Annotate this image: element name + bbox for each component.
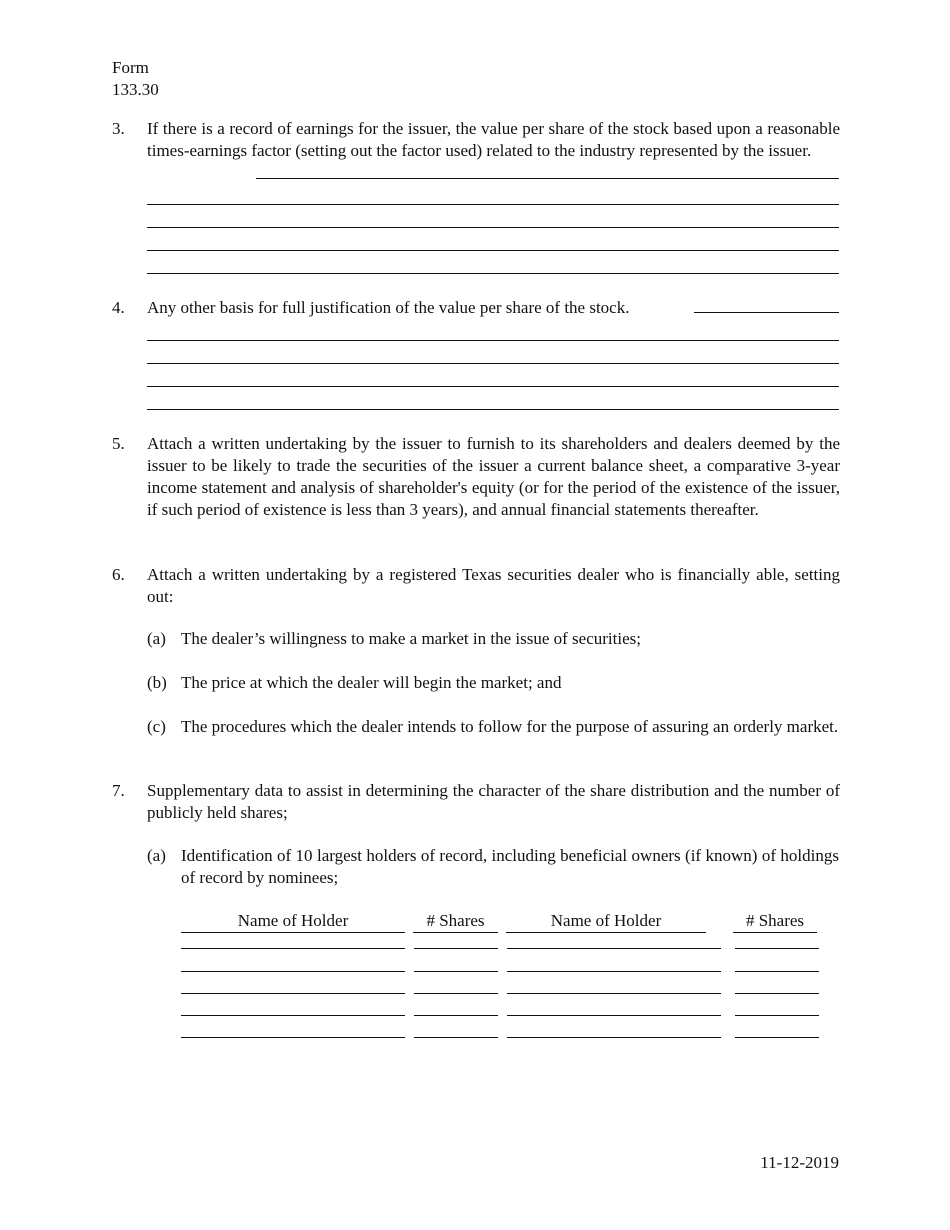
item-6 — [112, 564, 840, 610]
holder-name-field[interactable] — [181, 948, 405, 949]
item-4-text: Any other basis for full justification of the value per share of the stock. — [147, 298, 630, 317]
item-4-answer-line[interactable] — [147, 363, 839, 364]
holder-name-field[interactable] — [181, 971, 405, 972]
item-5 — [112, 433, 840, 545]
item-6c — [147, 716, 839, 762]
holders-header-shares-2: # Shares — [733, 910, 817, 933]
item-7a-text: Identification of 10 largest holders of record, including beneficial owners (if known) of holdings of record by nominees; — [181, 846, 839, 887]
item-6b — [147, 672, 839, 694]
form-label-text: Form — [112, 58, 149, 77]
item-3-answer-line[interactable] — [147, 273, 839, 274]
item-6b-letter: (b) — [147, 673, 167, 692]
holders-header-name-1: Name of Holder — [181, 910, 405, 933]
holder-shares-field[interactable] — [735, 948, 819, 949]
holder-shares-field[interactable] — [414, 993, 498, 994]
item-4-number: 4. — [112, 298, 125, 317]
item-6a-letter: (a) — [147, 629, 166, 648]
holder-shares-field[interactable] — [414, 948, 498, 949]
holder-name-field[interactable] — [507, 971, 721, 972]
holders-header-name-2: Name of Holder — [506, 910, 706, 933]
holder-name-field[interactable] — [507, 1015, 721, 1016]
holder-name-field[interactable] — [181, 1037, 405, 1038]
holder-shares-field[interactable] — [735, 1015, 819, 1016]
item-6b-text: The price at which the dealer will begin the market; and — [181, 673, 562, 692]
holder-shares-field[interactable] — [735, 993, 819, 994]
item-5-number: 5. — [112, 434, 125, 453]
item-4 — [112, 297, 840, 319]
item-6c-letter: (c) — [147, 717, 166, 736]
item-7-number: 7. — [112, 781, 125, 800]
item-4-answer-line[interactable] — [694, 312, 839, 313]
revision-date: 11-12-2019 — [760, 1153, 839, 1172]
holder-shares-field[interactable] — [735, 1037, 819, 1038]
item-6-number: 6. — [112, 565, 125, 584]
holder-name-field[interactable] — [507, 993, 721, 994]
holder-shares-field[interactable] — [414, 971, 498, 972]
item-7-text: Supplementary data to assist in determining the character of the share distribution and the number of publicly held shares; — [147, 781, 840, 822]
item-7a-letter: (a) — [147, 846, 166, 865]
holder-shares-field[interactable] — [414, 1037, 498, 1038]
item-7 — [112, 780, 840, 826]
item-3-answer-line[interactable] — [147, 250, 839, 251]
item-3-answer-line[interactable] — [147, 227, 839, 228]
holder-name-field[interactable] — [507, 1037, 721, 1038]
holder-name-field[interactable] — [181, 1015, 405, 1016]
item-4-answer-line[interactable] — [147, 340, 839, 341]
item-3-answer-line[interactable] — [256, 178, 839, 179]
form-number: 133.30 — [112, 80, 159, 99]
holder-shares-field[interactable] — [735, 971, 819, 972]
holder-shares-field[interactable] — [414, 1015, 498, 1016]
holder-name-field[interactable] — [507, 948, 721, 949]
item-6a — [147, 628, 839, 650]
item-6-text: Attach a written undertaking by a registered Texas securities dealer who is financially able, setting out: — [147, 565, 840, 606]
holders-header-shares-1: # Shares — [413, 910, 498, 933]
holder-name-field[interactable] — [181, 993, 405, 994]
item-4-answer-line[interactable] — [147, 386, 839, 387]
item-3-answer-line[interactable] — [147, 204, 839, 205]
item-3-text: If there is a record of earnings for the issuer, the value per share of the stock based upon a reasonable times-earnings factor (setting out the factor used) related to the industry represented by the issuer. — [147, 119, 840, 160]
item-7a — [147, 845, 839, 891]
item-6a-text: The dealer’s willingness to make a market in the issue of securities; — [181, 629, 641, 648]
item-3-number: 3. — [112, 119, 125, 138]
form-label — [112, 57, 159, 101]
item-4-answer-line[interactable] — [147, 409, 839, 410]
item-5-text: Attach a written undertaking by the issuer to furnish to its shareholders and dealers deemed by the issuer to be likely to trade the securities of the issuer a current balance sheet, a comparative 3-year income statement and analysis of shareholder's equity (or for the period of the existence of the issuer, if such period of existence is less than 3 years), and annual financial statements thereafter. — [147, 434, 840, 519]
item-6c-text: The procedures which the dealer intends to follow for the purpose of assuring an orderly market. — [181, 717, 839, 736]
